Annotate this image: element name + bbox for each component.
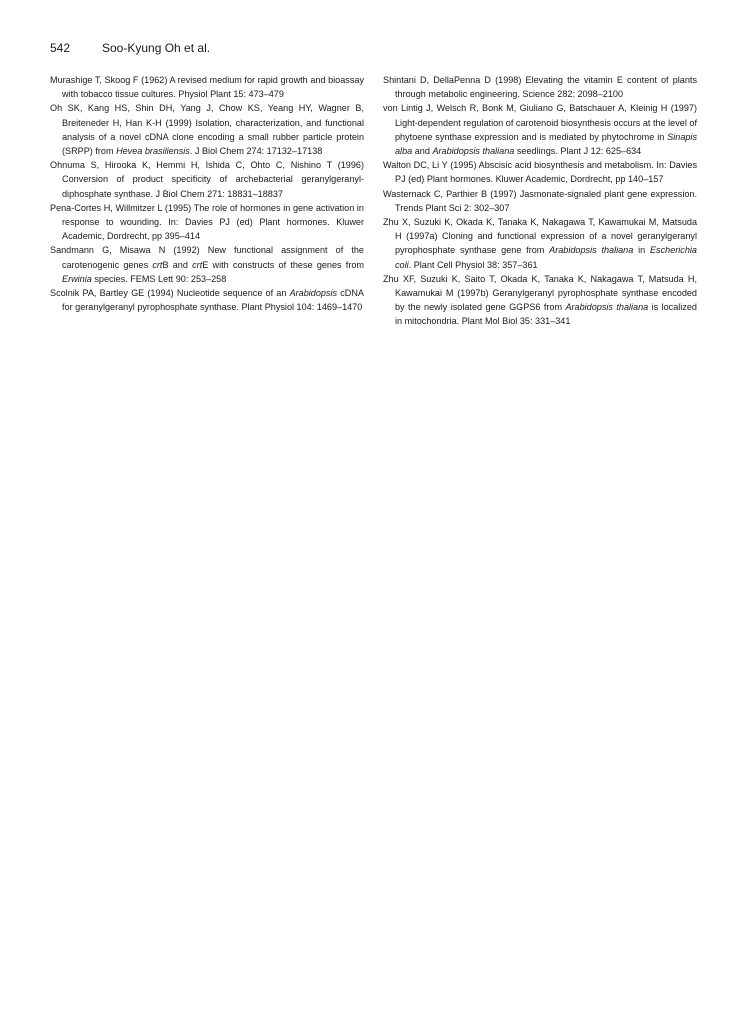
reference-entry [383, 158, 697, 186]
running-author: Soo-Kyung Oh et al. [102, 41, 211, 55]
reference-entry [383, 187, 697, 215]
reference-entry [383, 272, 697, 329]
reference-italic-text: crt [192, 259, 203, 270]
reference-text: Wasternack C, Parthier B (1997) Jasmonate-signaled plant gene expression. Trends Plant Sci 2: 302–307 [383, 188, 697, 213]
reference-text: Pena-Cortes H, Willmitzer L (1995) The role of hormones in gene activation in response to wounding. In: Davies PJ (ed) Plant hormones. Kluwer Academic, Dordrecht, pp 395–414 [50, 202, 364, 242]
reference-text: Sandmann G, Misawa N (1992) New functional assignment of the carotenogenic genes [50, 245, 364, 270]
references-right-column [383, 73, 697, 329]
reference-entry [50, 158, 364, 201]
reference-italic-text: Hevea brasiliensis [116, 146, 190, 157]
reference-text: cDNA for geranylgeranyl pyrophosphate synthase. Plant Physiol 104: 1469–1470 [62, 288, 364, 313]
reference-entry [50, 243, 364, 286]
reference-text: in [633, 245, 650, 256]
reference-italic-text: Erwinia [62, 273, 92, 284]
reference-italic-text: Escherichia coli [395, 245, 697, 270]
reference-text: Shintani D, DellaPenna D (1998) Elevating the vitamin E content of plants through metabolic engineering. Science 282: 2098–2100 [383, 75, 697, 100]
reference-text: Scolnik PA, Bartley GE (1994) Nucleotide sequence of an [50, 288, 290, 299]
reference-italic-text: Arabidopsis thaliana [432, 146, 515, 157]
running-header [50, 41, 210, 55]
reference-entry [50, 201, 364, 244]
reference-text: E with constructs of these genes from [202, 259, 364, 270]
reference-entry [50, 73, 364, 101]
reference-text: B and [162, 259, 193, 270]
reference-italic-text: Arabidopsis thaliana [549, 245, 634, 256]
reference-text: and [412, 146, 433, 157]
reference-entry [50, 101, 364, 158]
references-left-column [50, 73, 364, 314]
reference-text: species. FEMS Lett 90: 253–258 [91, 273, 227, 284]
reference-text: . Plant Cell Physiol 38: 357–361 [408, 259, 538, 270]
reference-entry [50, 286, 364, 314]
reference-entry [383, 101, 697, 158]
reference-entry [383, 215, 697, 272]
reference-text: Ohnuma S, Hirooka K, Hemmi H, Ishida C, Ohto C, Nishino T (1996) Conversion of product specificity of archebacterial geranylgeranyl-diphosphate synthase. J Biol Chem 271: 18831–18837 [50, 160, 364, 199]
reference-entry [383, 73, 697, 101]
reference-italic-text: Arabidopsis [289, 288, 338, 299]
reference-text: is localized in mitochondria. Plant Mol Biol 35: 331–341 [395, 302, 697, 327]
reference-italic-text: Sinapis alba [395, 131, 697, 157]
reference-text: . J Biol Chem 274: 17132–17138 [189, 146, 323, 157]
reference-text: Walton DC, Li Y (1995) Abscisic acid biosynthesis and metabolism. In: Davies PJ (ed) Plant hormones. Kluwer Academic, Dordrecht, pp 140–157 [383, 160, 697, 185]
reference-italic-text: crt [152, 259, 163, 270]
reference-text: Oh SK, Kang HS, Shin DH, Yang J, Chow KS, Yeang HY, Wagner B, Breiteneder H, Han K-H (1999) Isolation, characterization, and functional analysis of a novel cDNA clone encoding a small rubber particle protein (SRPP) from [50, 103, 364, 157]
page-number: 542 [50, 41, 71, 55]
reference-text: Murashige T, Skoog F (1962) A revised medium for rapid growth and bioassay with tobacco tissue cultures. Physiol Plant 15: 473–479 [50, 75, 364, 100]
reference-text: seedlings. Plant J 12: 625–634 [514, 146, 642, 157]
reference-text: Zhu XF, Suzuki K, Saito T, Okada K, Tanaka K, Nakagawa T, Matsuda H, Kawamukai M (1997b) Geranylgeranyl pyrophosphate synthase encoded by the newly isolated gene GGPS6 from [383, 273, 697, 313]
reference-text: Zhu X, Suzuki K, Okada K, Tanaka K, Nakagawa T, Kawamukai M, Matsuda H (1997a) Cloning and functional expression of a novel geranylgeranyl pyrophosphate synthase gene from [383, 217, 697, 256]
reference-text: von Lintig J, Welsch R, Bonk M, Giuliano G, Batschauer A, Kleinig H (1997) Light-dependent regulation of carotenoid biosynthesis occurs at the level of phytoene synthase expression and is mediated by phytochrome in [383, 103, 697, 142]
reference-italic-text: Arabidopsis thaliana [565, 302, 649, 313]
